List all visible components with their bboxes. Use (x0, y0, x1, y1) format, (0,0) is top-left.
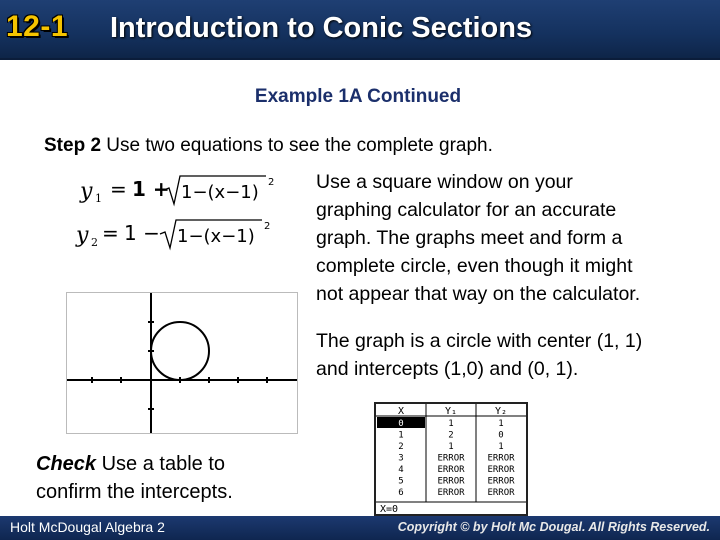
result-paragraph (316, 327, 716, 383)
table-cell: ERROR (487, 488, 515, 498)
table-cell: 4 (398, 465, 404, 475)
lesson-title: Introduction to Conic Sections (110, 12, 533, 44)
result-line: and intercepts (1,0) and (0, 1). (316, 358, 579, 380)
table-cell: 1 (448, 419, 454, 429)
table-cell: 0 (398, 419, 404, 429)
table-cell: 1 (448, 442, 454, 452)
check-line2: confirm the intercepts. (36, 481, 233, 503)
step-instruction (44, 135, 493, 157)
y2-var: y (76, 223, 89, 248)
y2-rhs-const: 1 − (124, 221, 160, 245)
table-header-y2: Y₂ (494, 406, 508, 417)
table-cell: 0 (498, 430, 504, 441)
window-note-line: graphing calculator for an accurate (316, 199, 617, 221)
footer-publisher: Holt McDougal Algebra 2 (10, 519, 165, 535)
table-rows (398, 419, 515, 498)
table-header-y1: Y₁ (444, 406, 458, 417)
table-cell: ERROR (487, 465, 515, 475)
window-note-line: Use a square window on your (316, 171, 573, 193)
step-text: Use two equations to see the complete graph. (101, 135, 493, 156)
check-note (36, 450, 326, 506)
table-cell: 3 (398, 453, 404, 464)
table-cell: 1 (498, 442, 504, 452)
table-cell: ERROR (437, 453, 465, 464)
table-cell: ERROR (437, 465, 465, 475)
result-line: The graph is a circle with center (1, 1) (316, 330, 643, 352)
y1-radicand: 1−(x−1) (181, 182, 259, 203)
y1-sub: 1 (95, 192, 102, 205)
table-cell: ERROR (487, 453, 515, 464)
equation-y1 (76, 170, 286, 210)
table-cell: ERROR (437, 476, 465, 487)
y2-relation: = (102, 221, 119, 245)
table-cell: 6 (398, 488, 404, 498)
window-note-line: not appear that way on the calculator. (316, 283, 641, 305)
table-cell: 1 (498, 419, 504, 429)
table-cell: 2 (448, 430, 454, 441)
window-note-line: graph. The graphs meet and form a (316, 227, 623, 249)
y1-rhs-const: 1 + (132, 177, 170, 201)
check-label: Check (36, 453, 97, 475)
circle-graph (151, 322, 209, 380)
y2-exponent: 2 (264, 221, 271, 232)
header-banner (0, 0, 720, 60)
y1-var: y (80, 179, 93, 204)
window-note-paragraph (316, 168, 716, 308)
footer-bar (0, 516, 720, 540)
table-cell: 1 (398, 430, 404, 441)
y1-exponent: 2 (268, 177, 275, 188)
example-title-text: Example 1A Continued (254, 86, 462, 107)
table-cell: 2 (398, 442, 404, 452)
lesson-number: 12-1 (6, 10, 69, 43)
table-cell: ERROR (437, 488, 465, 498)
y2-radicand: 1−(x−1) (177, 226, 255, 247)
window-note-line: complete circle, even though it might (316, 255, 633, 277)
example-title (0, 86, 720, 108)
table-header-x: X (397, 406, 405, 417)
table-footer: X=0 (380, 504, 399, 515)
y2-sub: 2 (91, 236, 98, 249)
table-cell: ERROR (487, 476, 515, 487)
footer-copyright: Copyright © by Holt Mc Dougal. All Rights Reserved. (397, 520, 710, 534)
calculator-graph (66, 292, 298, 434)
y1-relation: = (110, 177, 127, 201)
calculator-table (374, 402, 528, 516)
table-cell: 5 (398, 476, 404, 487)
check-line1: Use a table to (96, 453, 225, 475)
equation-y2 (72, 214, 282, 254)
step-label: Step 2 (44, 135, 102, 156)
